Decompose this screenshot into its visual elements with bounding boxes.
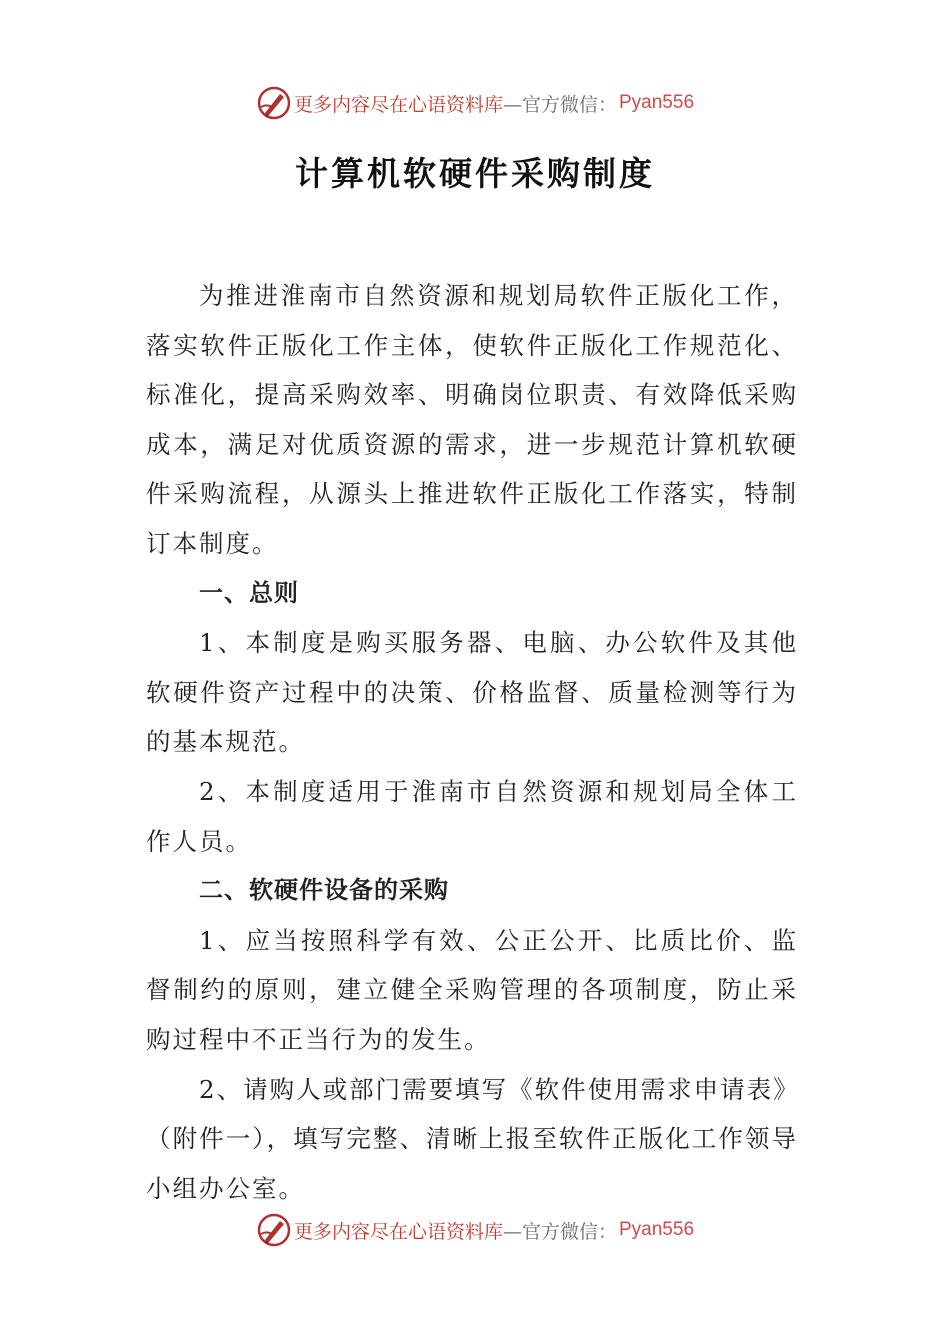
watermark-banner-bottom xyxy=(0,1210,950,1250)
watermark-site-name: 更多内容尽在心语资料库 xyxy=(293,1220,503,1243)
pen-logo-icon xyxy=(256,85,292,121)
watermark-wechat-label: —官方微信： xyxy=(502,93,617,116)
general-clause-2: 2、本制度适用于淮南市自然资源和规划局全体工作人员。 xyxy=(146,776,798,856)
section-heading-general: 一、总则 xyxy=(199,578,299,607)
watermark-banner-top xyxy=(0,83,950,123)
watermark-wechat-id: Pyan556 xyxy=(619,92,695,113)
procurement-clause-2-line2: （附件一），填写完整、清晰上报至软件正版化工作领导小组办公室。 xyxy=(146,1124,798,1203)
watermark-site-name: 更多内容尽在心语资料库 xyxy=(293,93,503,116)
intro-paragraph: 为推进淮南市自然资源和规划局软件正版化工作，落实软件正版化工作主体，使软件正版化工作规范化、标准化，提高采购效率、明确岗位职责、有效降低采购成本，满足对优质资源的需求，进一步规范计算机软硬件采购流程，从源头上推进软件正版化工作落实，特制订本制度。 xyxy=(146,281,798,558)
procurement-clause-1: 1、应当按照科学有效、公正公开、比质比价、监督制约的原则，建立健全采购管理的各项制度，防止采购过程中不正当行为的发生。 xyxy=(146,925,798,1054)
document-body xyxy=(146,271,798,1213)
general-clause-1: 1、本制度是购买服务器、电脑、办公软件及其他软硬件资产过程中的决策、价格监督、质量检测等行为的基本规范。 xyxy=(146,628,798,757)
section-heading-procurement: 二、软硬件设备的采购 xyxy=(199,876,449,905)
watermark-wechat-id: Pyan556 xyxy=(619,1219,695,1240)
document-title: 计算机软硬件采购制度 xyxy=(295,154,655,193)
watermark-wechat-label: —官方微信： xyxy=(502,1220,617,1243)
procurement-clause-2 xyxy=(146,1065,798,1214)
pen-logo-icon xyxy=(256,1212,292,1248)
procurement-clause-2-line1: 2、请购人或部门需要填写《软件使用需求申请表》 xyxy=(199,1074,800,1104)
